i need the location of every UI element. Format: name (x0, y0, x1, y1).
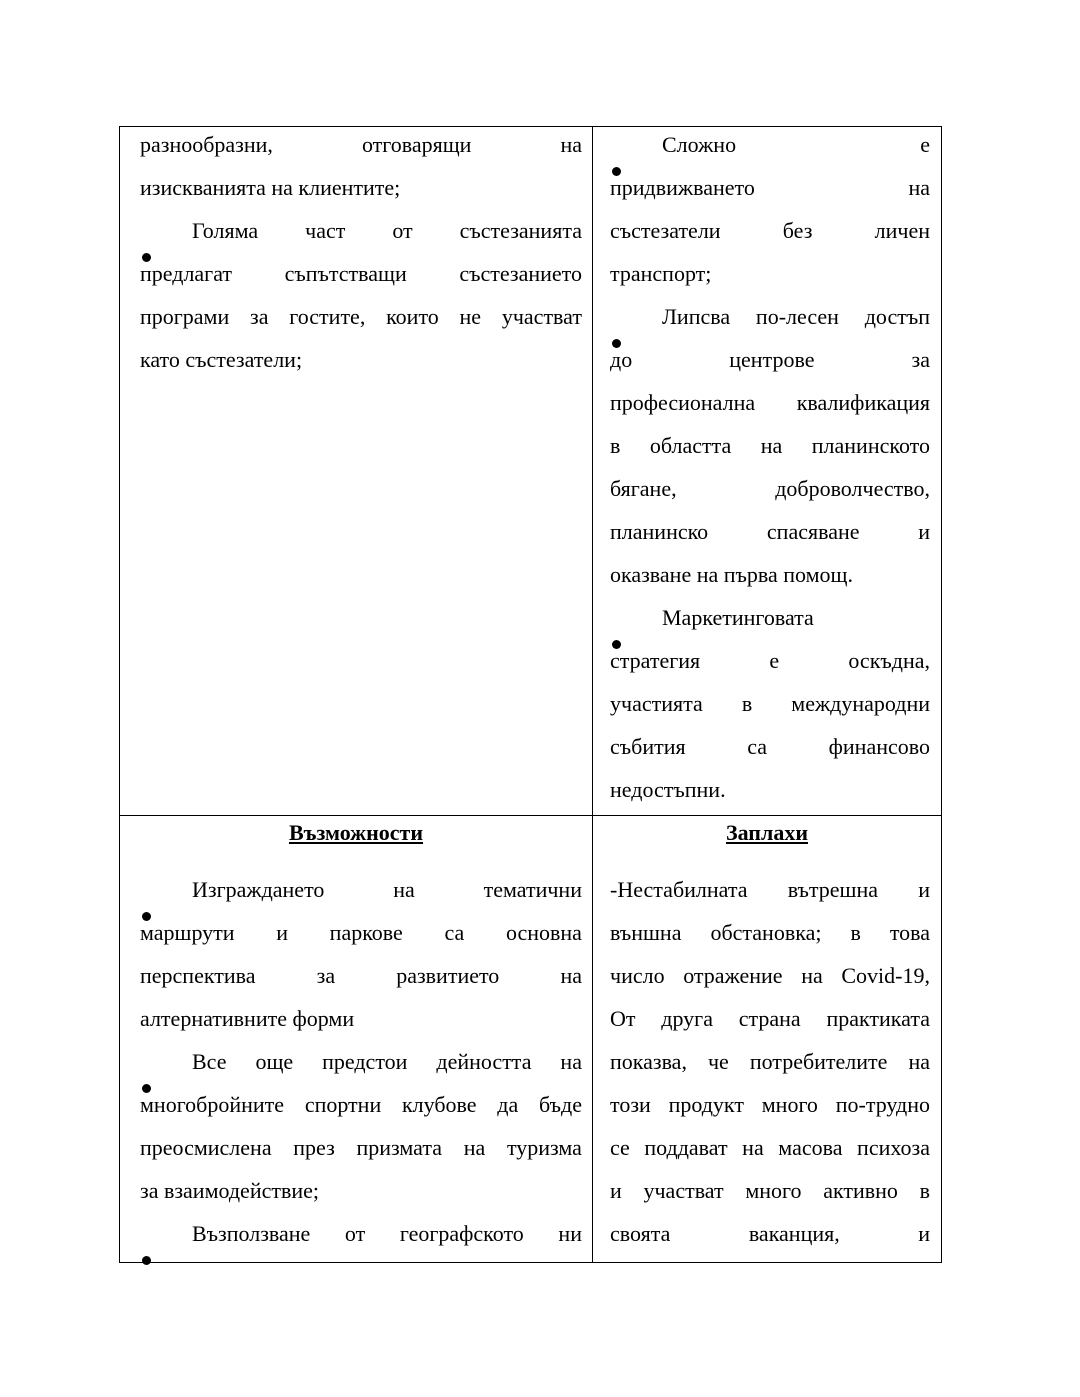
word: се (610, 1135, 630, 1160)
word: на (742, 1135, 764, 1160)
line-text (610, 958, 930, 994)
word: От (610, 1006, 636, 1031)
line-text (140, 170, 582, 206)
word: достъп (864, 304, 930, 329)
word: външна (610, 920, 682, 945)
threats-heading: Заплахи (725, 820, 809, 845)
word: Липсва (662, 304, 731, 329)
word: на (560, 132, 582, 157)
text-line (610, 213, 930, 256)
word: Сложно (662, 132, 737, 157)
line-text (192, 872, 582, 908)
word: за (250, 304, 269, 329)
word: по-трудно (835, 1092, 930, 1117)
text-line (610, 686, 930, 729)
text-line (610, 1130, 930, 1173)
text-line (610, 557, 930, 600)
word: дейността (436, 1049, 532, 1074)
line-text (140, 256, 582, 292)
word: призмата (356, 1135, 443, 1160)
word: обстановка; (710, 920, 822, 945)
word: туризма (506, 1135, 582, 1160)
text-line (140, 213, 582, 256)
word: Covid-19, (841, 963, 930, 988)
word: -Нестабилната (610, 877, 748, 902)
word: вътрешна (787, 877, 879, 902)
word: финансово (828, 734, 930, 759)
word: Голяма (192, 218, 259, 243)
word: без (782, 218, 813, 243)
line-text (662, 127, 930, 163)
word: продукт (668, 1092, 744, 1117)
word: отражение (683, 963, 783, 988)
word: потребителите (749, 1049, 888, 1074)
line-text (610, 643, 930, 679)
line-text (140, 1130, 582, 1166)
text-line (610, 428, 930, 471)
text-line (140, 1173, 582, 1216)
line-text (610, 557, 930, 593)
text-line (140, 342, 582, 385)
word: професионална (610, 390, 756, 415)
word: този (610, 1092, 651, 1117)
text-line (610, 1216, 930, 1259)
line-text (610, 729, 930, 765)
text-line (140, 1044, 582, 1087)
line-text (192, 1044, 582, 1080)
word: че (707, 1049, 729, 1074)
word: число (610, 963, 665, 988)
line-text (610, 1001, 930, 1037)
word: за (316, 963, 336, 988)
line-text (140, 127, 582, 163)
word: съпътстващи (284, 261, 407, 286)
text-line (610, 1087, 930, 1130)
text-line (610, 643, 930, 686)
word: Възползване (192, 1221, 311, 1246)
word: квалификация (796, 390, 930, 415)
word: многобройните (140, 1092, 285, 1117)
word: през (293, 1135, 335, 1160)
word: и (918, 519, 930, 544)
line-text (192, 1216, 582, 1252)
word: и (918, 877, 930, 902)
line-text (610, 1087, 930, 1123)
swot-table (119, 126, 942, 1263)
word: алтернативните форми (140, 1006, 355, 1031)
word: поддават (644, 1135, 728, 1160)
opportunities-heading: Възможности (288, 820, 424, 845)
line-text (610, 428, 930, 464)
line-text (610, 1173, 930, 1209)
word: масова (778, 1135, 843, 1160)
word: Все (192, 1049, 227, 1074)
word: състезанието (459, 261, 582, 286)
word: състезанията (459, 218, 582, 243)
word: географското (399, 1221, 524, 1246)
word: спасяване (766, 519, 860, 544)
text-line (140, 1130, 582, 1173)
text-line (610, 958, 930, 1001)
word: тематични (483, 877, 582, 902)
line-text (192, 213, 582, 249)
word: участват (501, 304, 582, 329)
text-line (610, 1044, 930, 1087)
word: предстои (322, 1049, 408, 1074)
text-line (610, 342, 930, 385)
text-line (610, 514, 930, 557)
word: оскъдна, (848, 648, 930, 673)
word: много (761, 1092, 818, 1117)
line-text (610, 514, 930, 550)
word: в (919, 1178, 930, 1203)
word: оказване на първа помощ. (610, 562, 853, 587)
column-divider (592, 127, 593, 1262)
word: показва, (610, 1049, 687, 1074)
word: предлагат (140, 261, 233, 286)
text-line (610, 471, 930, 514)
line-text (610, 213, 930, 249)
text-line (610, 385, 930, 428)
word: областта (649, 433, 732, 458)
word: да (497, 1092, 519, 1117)
line-text (610, 915, 930, 951)
word: преосмислена (140, 1135, 272, 1160)
word: своята (610, 1221, 671, 1246)
line-text (610, 170, 930, 206)
text-line (610, 170, 930, 213)
text-line (610, 915, 930, 958)
text-line (140, 872, 582, 915)
text-line (610, 1173, 930, 1216)
word: личен (874, 218, 930, 243)
word: бягане, (610, 476, 677, 501)
word: до (610, 347, 633, 372)
word: на (463, 1135, 486, 1160)
word: планинско (610, 519, 709, 544)
line-text (610, 1216, 930, 1252)
word: по-лесен (755, 304, 839, 329)
word: това (889, 920, 930, 945)
word: основна (505, 920, 582, 945)
line-text (140, 1173, 582, 1209)
line-text (140, 1001, 582, 1037)
word: част (305, 218, 346, 243)
word: маршрути (140, 920, 235, 945)
word: страна (738, 1006, 801, 1031)
word: участията (610, 691, 703, 716)
word: в (610, 433, 621, 458)
word: развитието (396, 963, 500, 988)
word: от (344, 1221, 366, 1246)
text-line (610, 872, 930, 915)
text-line (610, 299, 930, 342)
line-text (610, 385, 930, 421)
word: международни (791, 691, 930, 716)
word: и (918, 1221, 930, 1246)
line-text (610, 342, 930, 378)
word: придвижването (610, 175, 755, 200)
word: за (911, 347, 930, 372)
word: е (920, 132, 930, 157)
text-line (610, 1001, 930, 1044)
line-text (610, 256, 930, 292)
line-text (610, 772, 930, 808)
word: гостите, (289, 304, 366, 329)
line-text (610, 1130, 930, 1166)
word: в (850, 920, 861, 945)
word: на (560, 963, 582, 988)
word: друга (661, 1006, 713, 1031)
word: на (908, 1049, 930, 1074)
word: на (760, 433, 783, 458)
text-line (140, 127, 582, 170)
line-text (610, 1044, 930, 1080)
word: паркове (329, 920, 403, 945)
line-text (662, 600, 930, 636)
word: стратегия (610, 648, 701, 673)
word: е (769, 648, 780, 673)
word: доброволчество, (775, 476, 930, 501)
line-text (140, 958, 582, 994)
word: участват (643, 1178, 724, 1203)
word: много (745, 1178, 802, 1203)
word: в (741, 691, 753, 716)
text-line (140, 256, 582, 299)
line-text (140, 1087, 582, 1123)
word: от (392, 218, 413, 243)
word: Маркетинговата (662, 605, 814, 630)
text-line (610, 772, 930, 815)
word: Изграждането (192, 877, 325, 902)
word: на (908, 175, 930, 200)
text-line (140, 299, 582, 342)
text-line (610, 256, 930, 299)
text-line (140, 915, 582, 958)
word: психоза (857, 1135, 930, 1160)
text-line (140, 170, 582, 213)
word: центрове (729, 347, 815, 372)
line-text (140, 915, 582, 951)
word: които (386, 304, 439, 329)
word: планинското (811, 433, 930, 458)
word: събития (610, 734, 686, 759)
text-line (140, 958, 582, 1001)
word: не (459, 304, 482, 329)
word: като състезатели; (140, 347, 303, 372)
line-text (610, 471, 930, 507)
word: и (610, 1178, 622, 1203)
line-text (140, 299, 582, 335)
word: недостъпни. (610, 777, 726, 802)
word: перспектива (140, 963, 256, 988)
word: отговарящи (361, 132, 472, 157)
line-text (140, 342, 582, 378)
word: още (255, 1049, 294, 1074)
text-line (610, 600, 930, 643)
word: транспорт; (610, 261, 712, 286)
word: на (560, 1049, 582, 1074)
line-text (610, 872, 930, 908)
word: бъде (539, 1092, 582, 1117)
word: ваканция, (748, 1221, 840, 1246)
word: програми (140, 304, 230, 329)
word: и (276, 920, 289, 945)
line-text (610, 686, 930, 722)
text-line (140, 1087, 582, 1130)
text-line (610, 127, 930, 170)
word: разнообразни, (140, 132, 273, 157)
text-line (610, 729, 930, 772)
word: за взаимодействие; (140, 1178, 320, 1203)
word: състезатели (610, 218, 721, 243)
word: изискванията на клиентите; (140, 175, 401, 200)
word: клубове (401, 1092, 477, 1117)
word: на (393, 877, 415, 902)
text-line (140, 1001, 582, 1044)
word: практиката (826, 1006, 930, 1031)
word: са (444, 920, 465, 945)
word: ни (558, 1221, 582, 1246)
word: активно (823, 1178, 898, 1203)
line-text (662, 299, 930, 335)
word: на (801, 963, 823, 988)
text-line (140, 1216, 582, 1259)
word: спортни (304, 1092, 382, 1117)
word: са (747, 734, 768, 759)
